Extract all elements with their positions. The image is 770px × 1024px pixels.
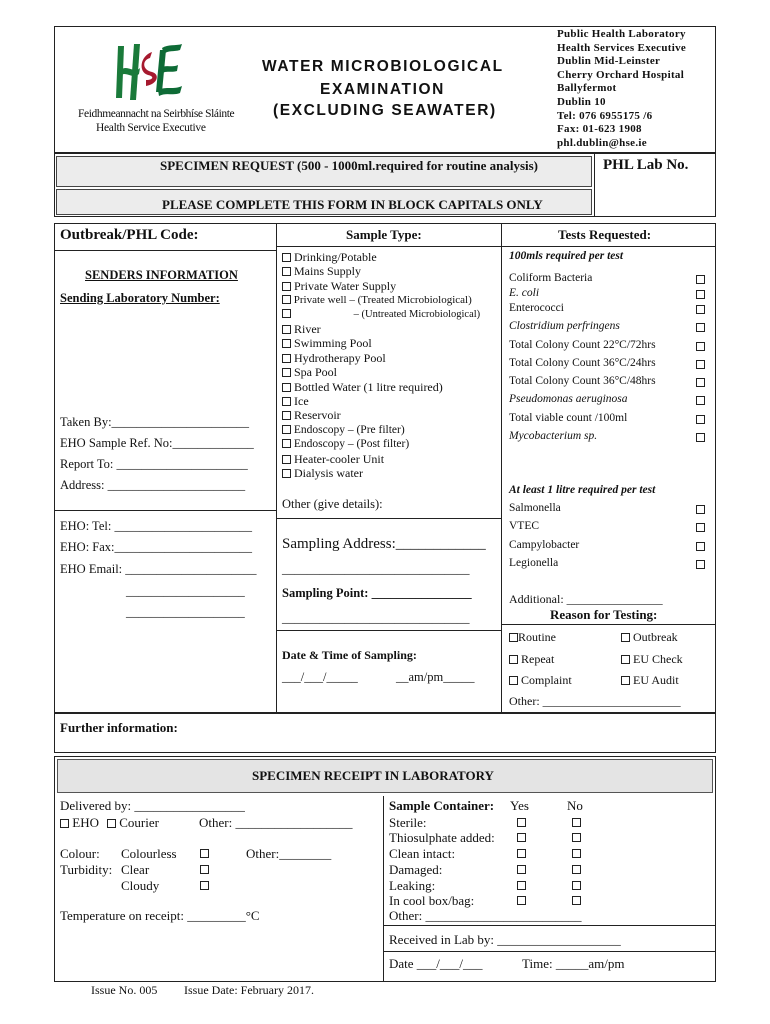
left-divider-2 xyxy=(55,510,276,511)
test-checkbox[interactable] xyxy=(696,505,705,514)
sample-type-list xyxy=(282,250,480,481)
delivery-other-field[interactable]: Other: __________________ xyxy=(199,815,353,830)
sample-type-option[interactable]: Drinking/Potable xyxy=(282,250,480,264)
receipt-divider-h2 xyxy=(384,951,715,952)
mid-divider-2 xyxy=(277,518,501,519)
test-checkbox[interactable] xyxy=(696,560,705,569)
checkbox[interactable] xyxy=(509,633,518,642)
eho-tel-field[interactable]: EHO: Tel: ______________________ xyxy=(60,519,252,533)
sample-type-option[interactable]: Mains Supply xyxy=(282,264,480,278)
container-yes-checkbox[interactable] xyxy=(517,818,526,827)
sample-type-option[interactable]: Swimming Pool xyxy=(282,336,480,350)
checkbox[interactable] xyxy=(60,819,69,828)
issue-number: Issue No. 005 xyxy=(91,983,158,997)
receipt-divider xyxy=(383,796,384,982)
test-option[interactable]: Enterococci xyxy=(509,302,564,314)
checkbox[interactable] xyxy=(282,339,291,348)
test-option[interactable]: Mycobacterium sp. xyxy=(509,430,598,442)
specimen-request-label: SPECIMEN REQUEST (500 - 1000ml.required for routine analysis) xyxy=(160,158,538,173)
container-no-checkbox[interactable] xyxy=(572,818,581,827)
checkbox[interactable] xyxy=(282,309,291,318)
test-option[interactable]: Clostridium perfringens xyxy=(509,320,620,332)
checkbox[interactable] xyxy=(107,819,116,828)
checkbox[interactable] xyxy=(282,368,291,377)
sample-type-option[interactable]: Heater-cooler Unit xyxy=(282,452,480,466)
test-option[interactable]: Total Colony Count 36°C/48hrs xyxy=(509,375,656,387)
tests-100ml-subheading: 100mls required per test xyxy=(509,250,624,262)
checkbox[interactable] xyxy=(282,295,291,304)
sample-type-option[interactable]: Private well – (Treated Microbiological) xyxy=(282,293,480,307)
clear-option: Clear xyxy=(121,862,150,877)
sample-type-option[interactable]: Dialysis water xyxy=(282,466,480,480)
test-checkbox[interactable] xyxy=(696,342,705,351)
checkbox[interactable] xyxy=(282,267,291,276)
taken-by-field[interactable]: Taken By:______________________ xyxy=(60,415,250,429)
mid-divider-top xyxy=(277,246,501,247)
colour-label: Colour: xyxy=(60,846,100,861)
senders-info-heading: SENDERS INFORMATION xyxy=(85,268,238,282)
clear-checkbox[interactable] xyxy=(200,865,209,874)
date-time-label: Date & Time of Sampling: xyxy=(282,648,417,662)
container-no-checkbox[interactable] xyxy=(572,865,581,874)
further-info-label: Further information: xyxy=(60,720,178,735)
sampling-time-field[interactable]: __am/pm_____ xyxy=(396,670,475,684)
eho-fax-field[interactable]: EHO: Fax:______________________ xyxy=(60,540,253,554)
right-divider-top xyxy=(502,246,715,247)
test-option[interactable]: Total Colony Count 22°C/72hrs xyxy=(509,339,656,351)
test-checkbox[interactable] xyxy=(696,323,705,332)
lab-no-label: PHL Lab No. xyxy=(603,157,689,173)
additional-tests-field[interactable]: Additional: ________________ xyxy=(509,592,663,606)
address-line: Public Health Laboratory xyxy=(557,28,686,40)
sampling-date-field[interactable]: ___/___/_____ xyxy=(282,670,358,684)
sample-type-option[interactable]: River xyxy=(282,322,480,336)
yes-column-label: Yes xyxy=(510,798,529,813)
sampling-address-field[interactable]: Sampling Address:____________ xyxy=(282,536,486,552)
address-line: phl.dublin@hse.ie xyxy=(557,136,647,149)
temperature-field[interactable]: Temperature on receipt: _________°C xyxy=(60,908,260,923)
delivery-eho-option[interactable]: EHO xyxy=(60,815,99,831)
test-checkbox[interactable] xyxy=(696,305,705,314)
test-option[interactable]: Legionella xyxy=(509,557,559,569)
reason-option-eu-audit[interactable]: EU Audit xyxy=(621,673,679,688)
sample-type-option[interactable]: Spa Pool xyxy=(282,365,480,379)
sampling-point-field[interactable]: Sampling Point: ________________ xyxy=(282,586,472,600)
test-option[interactable]: Pseudomonas aeruginosa xyxy=(509,393,628,405)
checkbox[interactable] xyxy=(282,383,291,392)
address-line: Tel: 076 6955175 /6 xyxy=(557,109,653,122)
receipt-time-field[interactable]: Time: _____am/pm xyxy=(522,956,625,971)
address-line: Cherry Orchard Hospital xyxy=(557,68,685,81)
container-no-checkbox[interactable] xyxy=(572,896,581,905)
container-yes-checkbox[interactable] xyxy=(517,849,526,858)
receipt-date-field[interactable]: Date ___/___/___ xyxy=(389,956,483,971)
colourless-option: Colourless xyxy=(121,846,177,861)
test-checkbox[interactable] xyxy=(696,396,705,405)
test-option[interactable]: Campylobacter xyxy=(509,539,580,551)
extra-blank-line[interactable]: ___________________ xyxy=(126,605,245,619)
container-row-label: In cool box/bag: xyxy=(389,893,475,908)
address-line: Dublin 10 xyxy=(557,95,606,108)
delivered-by-field[interactable]: Delivered by: _________________ xyxy=(60,798,245,813)
sample-type-option[interactable]: Bottled Water (1 litre required) xyxy=(282,380,480,394)
sample-type-option[interactable]: – (Untreated Microbiological) xyxy=(282,308,480,322)
extra-blank-line[interactable]: ___________________ xyxy=(126,584,245,598)
reason-option-complaint[interactable]: Complaint xyxy=(509,673,572,688)
address-field[interactable]: Address: ______________________ xyxy=(60,478,246,492)
container-no-checkbox[interactable] xyxy=(572,881,581,890)
reason-option-routine[interactable]: Routine xyxy=(509,630,556,645)
report-to-field[interactable]: Report To: _____________________ xyxy=(60,457,248,471)
cloudy-checkbox[interactable] xyxy=(200,881,209,890)
container-row-label: Clean intact: xyxy=(389,846,456,861)
reason-other-field[interactable]: Other: _______________________ xyxy=(509,694,681,708)
issue-date: Issue Date: February 2017. xyxy=(184,983,314,997)
container-row-label: Sterile: xyxy=(389,815,427,830)
col-divider-1 xyxy=(276,223,277,713)
test-checkbox[interactable] xyxy=(696,542,705,551)
right-divider-reason xyxy=(502,624,715,625)
container-yes-checkbox[interactable] xyxy=(517,865,526,874)
test-checkbox[interactable] xyxy=(696,433,705,442)
test-checkbox[interactable] xyxy=(696,415,705,424)
sample-type-option[interactable]: Private Water Supply xyxy=(282,279,480,293)
container-no-checkbox[interactable] xyxy=(572,833,581,842)
checkbox[interactable] xyxy=(509,676,518,685)
turbidity-label: Turbidity: xyxy=(60,862,113,877)
test-checkbox[interactable] xyxy=(696,275,705,284)
sample-type-option[interactable]: Reservoir xyxy=(282,408,480,422)
reason-option-outbreak[interactable]: Outbreak xyxy=(621,630,678,645)
checkbox[interactable] xyxy=(282,425,291,434)
sample-type-option[interactable]: Hydrotherapy Pool xyxy=(282,351,480,365)
checkbox[interactable] xyxy=(282,282,291,291)
checkbox[interactable] xyxy=(282,411,291,420)
tests-requested-heading: Tests Requested: xyxy=(558,227,652,242)
container-other-field[interactable]: Other: ________________________ xyxy=(389,908,582,923)
received-by-field[interactable]: Received in Lab by: ___________________ xyxy=(389,932,621,947)
hse-logo-mark xyxy=(110,40,186,106)
test-option[interactable]: Salmonella xyxy=(509,502,561,514)
lab-address xyxy=(557,28,686,150)
test-checkbox[interactable] xyxy=(696,360,705,369)
test-option[interactable]: Total Colony Count 36°C/24hrs xyxy=(509,357,656,369)
address-line: Fax: 01-623 1908 xyxy=(557,123,642,136)
container-row-label: Thiosulphate added: xyxy=(389,830,495,845)
block-capitals-instruction: PLEASE COMPLETE THIS FORM IN BLOCK CAPITALS ONLY xyxy=(162,197,543,212)
reason-heading: Reason for Testing: xyxy=(550,607,658,622)
sending-lab-number-label: Sending Laboratory Number: xyxy=(60,291,220,305)
outbreak-code-label: Outbreak/PHL Code: xyxy=(60,227,199,243)
logo-sub-irish: Feidhmeannacht na Seirbhíse Sláinte xyxy=(78,108,235,120)
no-column-label: No xyxy=(567,798,583,813)
container-yes-checkbox[interactable] xyxy=(517,896,526,905)
container-row-label: Leaking: xyxy=(389,878,436,893)
checkbox[interactable] xyxy=(282,455,291,464)
test-checkbox[interactable] xyxy=(696,523,705,532)
address-line: Ballyfermot xyxy=(557,82,617,95)
receipt-heading: SPECIMEN RECEIPT IN LABORATORY xyxy=(252,768,494,783)
cloudy-option: Cloudy xyxy=(121,878,160,893)
checkbox[interactable] xyxy=(621,676,630,685)
reason-option-eu-check[interactable]: EU Check xyxy=(621,652,683,667)
address-line: Dublin Mid-Leinster xyxy=(557,55,661,68)
sample-container-label: Sample Container: xyxy=(389,798,495,813)
mid-divider-3 xyxy=(277,630,501,631)
test-checkbox[interactable] xyxy=(696,290,705,299)
checkbox[interactable] xyxy=(509,655,518,664)
sample-type-other-field[interactable]: Other (give details): xyxy=(282,497,383,511)
eho-sample-ref-field[interactable]: EHO Sample Ref. No:_____________ xyxy=(60,436,254,450)
checkbox[interactable] xyxy=(282,397,291,406)
container-yes-checkbox[interactable] xyxy=(517,833,526,842)
delivery-courier-option[interactable]: Courier xyxy=(107,815,159,831)
checkbox[interactable] xyxy=(282,253,291,262)
sample-type-heading: Sample Type: xyxy=(346,227,422,242)
test-option[interactable]: VTEC xyxy=(509,520,540,532)
colour-other-field[interactable]: Other:________ xyxy=(246,846,332,861)
form-title-line2: EXAMINATION xyxy=(320,81,445,98)
sampling-address-line[interactable]: ______________________________ xyxy=(282,562,470,576)
checkbox[interactable] xyxy=(282,325,291,334)
checkbox[interactable] xyxy=(282,439,291,448)
form-title-line3: (EXCLUDING SEAWATER) xyxy=(273,102,497,119)
sampling-point-line[interactable]: ______________________________ xyxy=(282,611,470,625)
tests-1l-subheading: At least 1 litre required per test xyxy=(509,484,656,496)
test-checkbox[interactable] xyxy=(696,378,705,387)
sample-type-option[interactable]: Endoscopy – (Post filter) xyxy=(282,437,480,451)
col-divider-2 xyxy=(501,223,502,713)
form-title-line1: WATER MICROBIOLOGICAL xyxy=(262,58,504,75)
eho-email-field[interactable]: EHO Email: _____________________ xyxy=(60,562,257,576)
test-option[interactable]: Coliform Bacteria xyxy=(509,272,593,284)
test-option[interactable]: E. coli xyxy=(509,287,540,299)
sample-type-option[interactable]: Ice xyxy=(282,394,480,408)
checkbox[interactable] xyxy=(621,655,630,664)
reason-option-repeat[interactable]: Repeat xyxy=(509,652,554,667)
hse-logo xyxy=(110,40,186,106)
logo-sub-english: Health Service Executive xyxy=(96,122,206,134)
sample-type-option[interactable]: Endoscopy – (Pre filter) xyxy=(282,423,480,437)
checkbox[interactable] xyxy=(282,354,291,363)
checkbox[interactable] xyxy=(621,633,630,642)
checkbox[interactable] xyxy=(282,469,291,478)
container-row-label: Damaged: xyxy=(389,862,443,877)
container-yes-checkbox[interactable] xyxy=(517,881,526,890)
left-divider xyxy=(55,250,276,251)
address-line: Health Services Executive xyxy=(557,41,687,54)
receipt-divider-h1 xyxy=(384,925,715,926)
container-no-checkbox[interactable] xyxy=(572,849,581,858)
colourless-checkbox[interactable] xyxy=(200,849,209,858)
test-option[interactable]: Total viable count /100ml xyxy=(509,412,628,424)
